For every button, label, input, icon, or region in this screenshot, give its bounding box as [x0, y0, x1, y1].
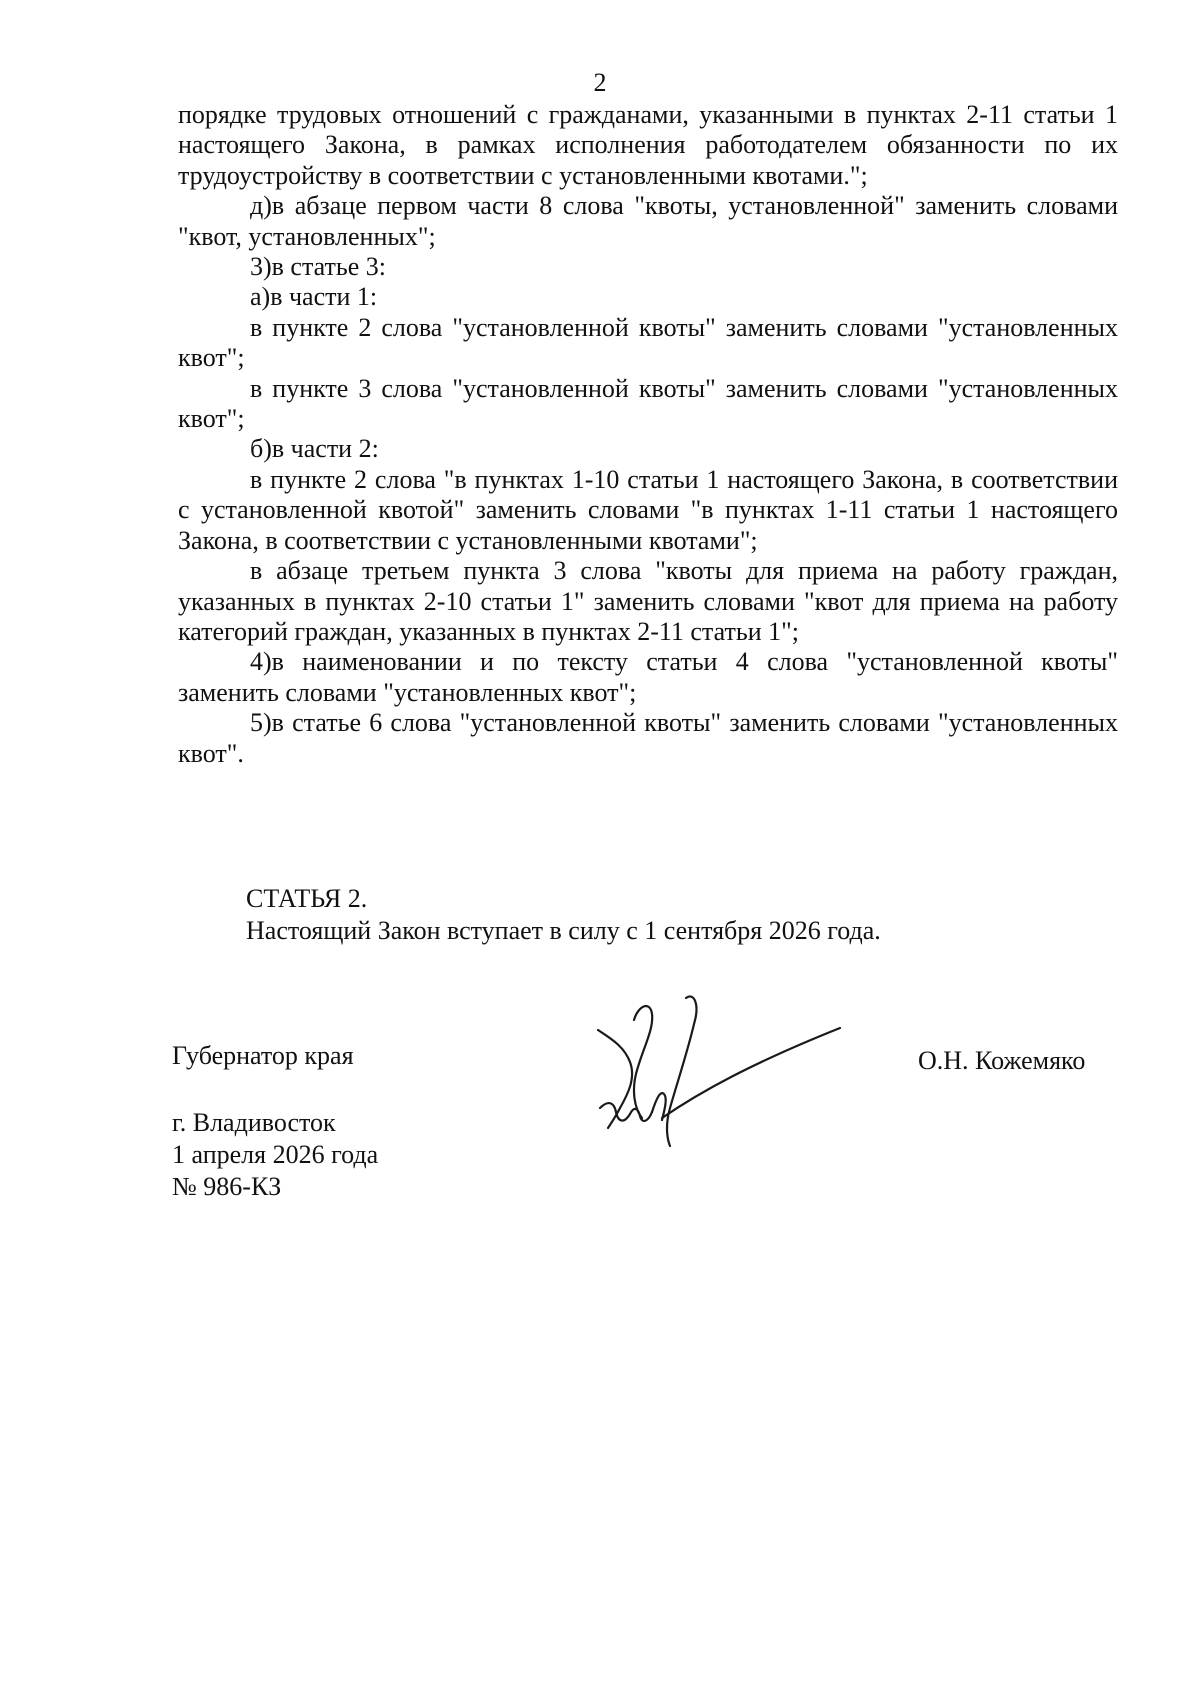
paragraph-continuation: порядке трудовых отношений с гражданами, указанными в пунктах 2-11 статьи 1 настоящего Закона, в рамках исполнения работодателем обязанности по их трудоустройству в соответствии с установленными квотами.";: [178, 100, 1118, 190]
signatory-title: Губернатор края: [172, 1041, 354, 1070]
paragraph-item-3b-point3: в абзаце третьем пункта 3 слова "квоты для приема на работу граждан, указанных в пунктах 2-10 статьи 1" заменить словами "квот для приема на работу категорий граждан, указанных в пунктах 2-11 статьи 1";: [178, 556, 1118, 646]
paragraph-item-3a: а)в части 1:: [250, 282, 378, 312]
place-date-block: [172, 1107, 378, 1203]
article-heading: СТАТЬЯ 2.: [246, 884, 368, 913]
paragraph-item-3a-point2: в пункте 2 слова "установленной квоты" заменить словами "установленных квот";: [178, 312, 1118, 373]
paragraph-item-3b: б)в части 2:: [250, 434, 379, 464]
date: 1 апреля 2026 года: [172, 1140, 379, 1169]
law-amendments-text: [178, 100, 1118, 769]
page-number: 2: [593, 68, 607, 97]
article-text: Настоящий Закон вступает в силу с 1 сентября 2026 года.: [246, 916, 881, 945]
paragraph-item-3b-point2: в пункте 2 слова "в пунктах 1-10 статьи 1 настоящего Закона, в соответствии с установленной квотой" заменить словами "в пунктах 1-11 статьи 1 настоящего Закона, в соответствии с установленными квотами";: [178, 464, 1118, 555]
paragraph-item-5: 5)в статье 6 слова "установленной квоты" заменить словами "установленных квот".: [178, 708, 1118, 768]
place: г. Владивосток: [172, 1108, 336, 1137]
signatory-name: О.Н. Кожемяко: [918, 1046, 1086, 1075]
paragraph-item-d: д)в абзаце первом части 8 слова "квоты, установленной" заменить словами "квот, установленных";: [178, 191, 1118, 251]
paragraph-item-4: 4)в наименовании и по тексту статьи 4 слова "установленной квоты" заменить словами "установленных квот";: [178, 647, 1118, 707]
signature-image: [590, 990, 850, 1160]
paragraph-item-3a-point3: в пункте 3 слова "установленной квоты" заменить словами "установленных квот";: [178, 373, 1118, 434]
law-number: № 986-КЗ: [172, 1172, 282, 1201]
paragraph-item-3: 3)в статье 3:: [250, 252, 387, 282]
